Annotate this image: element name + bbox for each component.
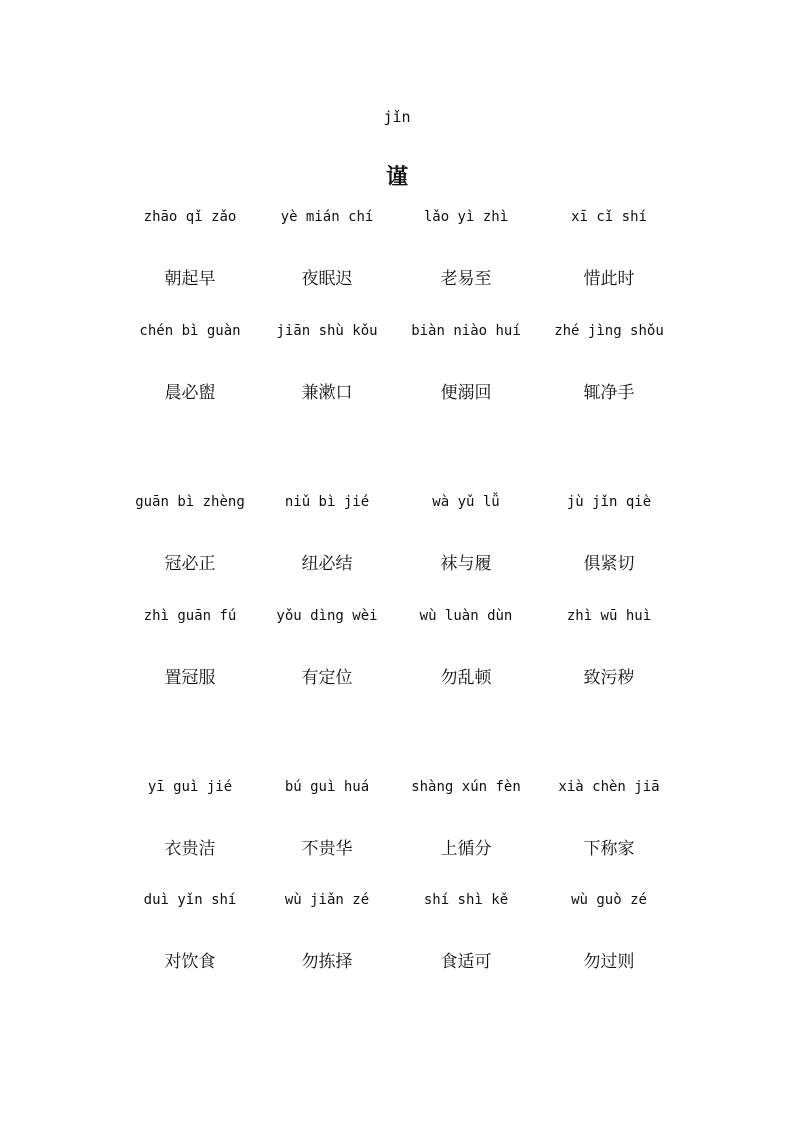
hanzi-text: 不贵华 [301,839,353,859]
pinyin-text: shàng xún fèn [411,779,521,795]
hanzi-text: 便溺回 [440,383,492,403]
pinyin-text: wà yǔ lǚ [432,494,500,510]
hanzi-text: 勿拣择 [301,952,353,972]
pinyin-text: chén bì guàn [139,323,241,339]
pinyin-row [0,323,794,349]
hanzi-text: 勿过则 [583,952,635,972]
pinyin-text: yī guì jié [147,779,233,795]
hanzi-text: 对饮食 [164,952,216,972]
hanzi-row [0,834,794,860]
pinyin-text: lǎo yì zhì [423,209,509,225]
pinyin-text: duì yǐn shí [143,892,237,908]
hanzi-row [0,663,794,689]
pinyin-text: shí shì kě [423,892,509,908]
pinyin-text: guān bì zhèng [135,494,245,510]
pinyin-text: yǒu dìng wèi [276,608,378,624]
hanzi-text: 冠必正 [164,554,216,574]
title-pinyin: jǐn [383,108,411,126]
hanzi-text: 下称家 [583,839,635,859]
hanzi-text: 置冠服 [164,668,216,688]
pinyin-text: biàn niào huí [411,323,521,339]
hanzi-row [0,378,794,404]
hanzi-text: 夜眠迟 [301,269,353,289]
pinyin-text: zhì guān fú [143,608,237,624]
pinyin-text: wù guò zé [571,892,647,908]
pinyin-text: yè mián chí [280,209,374,225]
pinyin-text: bú guì huá [284,779,370,795]
pinyin-text: jiān shù kǒu [276,323,378,339]
pinyin-row [0,892,794,918]
hanzi-text: 辄净手 [583,383,635,403]
pinyin-text: jù jǐn qiè [566,494,652,510]
hanzi-text: 惜此时 [583,269,635,289]
pinyin-text: wù luàn dùn [419,608,513,624]
hanzi-text: 有定位 [301,668,353,688]
pinyin-text: xià chèn jiā [558,779,660,795]
hanzi-text: 老易至 [440,269,492,289]
hanzi-text: 晨必盥 [164,383,216,403]
hanzi-text: 衣贵洁 [164,839,216,859]
hanzi-text: 致污秽 [583,668,635,688]
hanzi-text: 上循分 [440,839,492,859]
hanzi-text: 袜与履 [440,554,492,574]
pinyin-row [0,608,794,634]
pinyin-text: wù jiǎn zé [284,892,370,908]
pinyin-text: zhé jìng shǒu [554,323,664,339]
pinyin-text: zhì wū huì [566,608,652,624]
hanzi-text: 俱紧切 [583,554,635,574]
pinyin-text: zhāo qǐ zǎo [143,209,237,225]
hanzi-text: 朝起早 [164,269,216,289]
hanzi-text: 勿乱顿 [440,668,492,688]
hanzi-text: 纽必结 [301,554,353,574]
hanzi-row [0,549,794,575]
pinyin-row [0,494,794,520]
pinyin-text: niǔ bì jié [284,494,370,510]
pinyin-row [0,209,794,235]
pinyin-text: xī cǐ shí [571,209,647,225]
hanzi-text: 兼漱口 [301,383,353,403]
pinyin-row [0,779,794,805]
hanzi-text: 食适可 [440,952,492,972]
hanzi-row [0,947,794,973]
title-hanzi: 谨 [385,165,408,190]
hanzi-row [0,264,794,290]
